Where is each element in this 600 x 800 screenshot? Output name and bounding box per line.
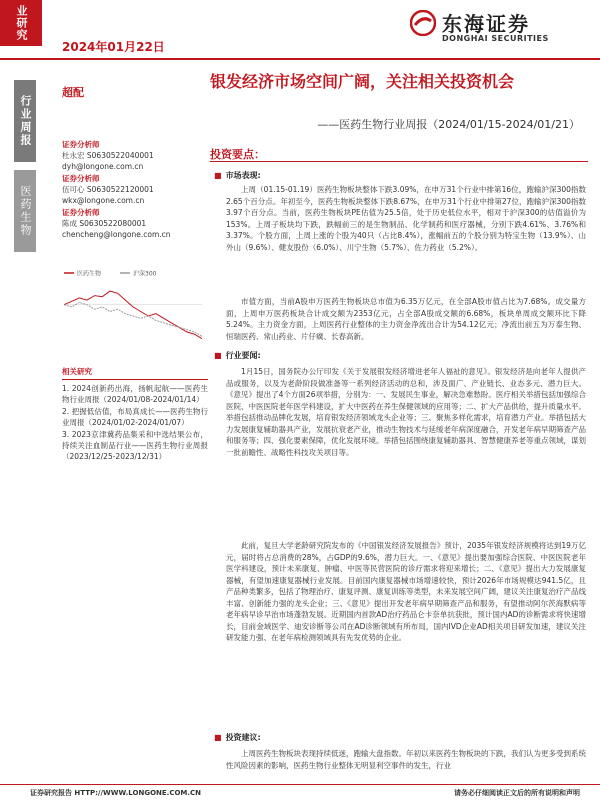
related-research (62, 366, 208, 463)
advice-paragraph-1: 上周医药生物板块表现持续低迷，跑输大盘指数。年初以来医药生物板块的下跌，我们认为更多受到系统性风险因素的影响，医药生物行业整体无明显利空事件的发生，行业 (226, 749, 586, 770)
legend-label: 医药生物 (77, 270, 102, 278)
related-research-item[interactable]: 1. 2024创新药出海，扬帆起航——医药生物行业周报（2024/01/08-2024/01/14） (62, 384, 208, 404)
industry-label: 医药生物 (14, 170, 36, 252)
section-heading-advice: ■ 投资建议: (214, 733, 261, 742)
related-research-heading: 相关研究 (62, 367, 92, 376)
logo-mark-icon (410, 10, 436, 36)
news-paragraph-2: 此前，复旦大学老龄研究院发布的《中国银发经济发展报告》预计，2035年银发经济规模将达到19万亿元，届时将占总消费的28%，占GDP的9.6%，潜力巨大。一、《意见》提出要加强综合医院、中医医院老年医学科建设，预计未来康复、肿瘤、中医等民营医院的诊疗需求将迎来增长；二、《意见》提出大力发展康复器械，有望加速康复器械行业发展。目前国内康复器械市场增速较快，预计2026年市场规模达941.5亿，且产品种类繁多，包括了物理治疗、康复评测、康复训练等类型，未来发展空间广阔，建议关注康复治疗产品线丰富、创新能力强的龙头企业；三、《意见》提出开发老年病早期筛查产品和服务，有望推动阿尔茨海默病等老年病早诊早治市场蓬勃发展。近期国内首款AD治疗药品仑卡奈单抗获批，预计国内AD的诊断需求将快速增长，目前金域医学、迪安诊断等公司在AD诊断领域有所布局，国内IVD企业AD相关项目研发加速，建议关注研发能力强、在老年病检测领域具有先发优势的企业。 (226, 541, 586, 642)
index-performance-chart (60, 268, 206, 356)
section-heading-news: ■ 行业要闻: (214, 351, 261, 360)
series-line (64, 302, 202, 336)
analyst-email[interactable]: dyh@longone.com.cn (62, 162, 144, 171)
bullet-icon: ■ (214, 171, 222, 180)
investment-rating: 超配 (62, 86, 84, 99)
report-date: 2024年01月22日 (62, 40, 165, 54)
bullet-icon: ■ (214, 733, 222, 742)
analyst-role: 证券分析师 (62, 174, 100, 183)
market-paragraph-1: 上周（01.15-01.19）医药生物板块整体下跌3.09%，在申万31个行业中排第16位，跑输沪深300指数2.65个百分点。年初至今，医药生物板块整体下跌8.67%，在申万31个行业中排第27位，跑输沪深300指数3.97个百分点。当前，医药生物板块PE估值为25.5倍，处于历史低位水平，相对于沪深300的估值溢价为153%。上周子板块均下跌，跌幅前三的是生物制品、化学制药和医疗器械，分别下跌4.61%、3.76%和3.37%。个股方面，上周上涨的个股为40只（占比8.4%），涨幅前五的个股分别为特宝生物（13.9%）、山外山（9.6%）、健友股份（6.0%）、川宁生物（5.7%）、佐力药业（5.2%）。 (226, 185, 586, 252)
market-paragraph-2: 市值方面，当前A股申万医药生物板块总市值为6.35万亿元，在全部A股市值占比为7.68%。成交量方面，上周申万医药板块合计成交额为2353亿元，占全部A股成交额的6.68%，板块单周成交额环比下降5.24%。主力资金方面，上周医药行业整体的主力资金净流出合计为54.12亿元；净流出前五为万泰生物、恒瑞医药、常山药业、片仔癀、长春高新。 (226, 297, 586, 341)
analyst-role: 证券分析师 (62, 208, 100, 217)
analyst-name: 杜永宏 S0630522040001 (62, 151, 154, 160)
header-divider (0, 58, 600, 60)
key-points-divider (210, 161, 588, 162)
series-line (64, 291, 202, 339)
analyst-role: 证券分析师 (62, 140, 100, 149)
logo-english-name: DONGHAI SECURITIES (442, 34, 549, 43)
legend-label: 沪深300 (133, 270, 157, 278)
related-research-item[interactable]: 3. 2023京津冀药品集采和中选结果公布，持续关注血制品行业——医药生物行业周报（2023/12/25-2023/12/31） (62, 430, 208, 461)
section-heading-market: ■ 市场表现: (214, 171, 261, 180)
footer-website[interactable]: 证券研究报告 HTTP://WWW.LONGONE.COM.CN (30, 789, 202, 797)
analyst-entry (62, 207, 202, 240)
news-paragraph-1: 1月15日，国务院办公厅印发《关于发展银发经济增进老年人福祉的意见》。银发经济是向老年人提供产品或服务，以及为老龄阶段做准备等一系列经济活动的总和，涉及面广、产业链长、业态多元、潜力巨大。《意见》提出了4个方面26项举措，分别为：一、发展民生事业，解决急难愁盼。医疗相关举措包括加强综合医院、中医医院老年医学科建设，扩大中医药在养生保健领域的应用等；二、扩大产品供给，提升质量水平。举措包括推动品牌化发展，培育银发经济领域龙头企业等；三、聚焦多样化需求，培育潜力产业。举措包括大力发展康复辅助器具产业，发展抗衰老产业，推动生物技术与延缓老年病深度融合，开发老年病早期筛查产品和服务等；四、强化要素保障，优化发展环境。举措包括围绕康复辅助器具、智慧健康养老等重点领域，谋划一批前瞻性、战略性科技攻关项目等。 (226, 367, 586, 457)
analyst-email[interactable]: chencheng@longone.com.cn (62, 230, 171, 239)
related-research-item[interactable]: 2. 把握低估值，布局真成长——医药生物行业周报（2024/01/02-2024/01/07） (62, 407, 208, 427)
company-logo (410, 8, 580, 50)
key-points-heading: 投资要点： (210, 148, 265, 161)
report-type-tag: 业研究 (0, 0, 42, 46)
analyst-name: 陈成 S0630522080001 (62, 219, 147, 228)
footer-disclaimer: 请务必仔细阅读正文后的所有说明和声明 (454, 789, 580, 797)
analyst-name: 伍可心 S0630522120001 (62, 185, 154, 194)
logo-chinese-name: 东海证券 (442, 12, 530, 36)
analyst-list (62, 138, 202, 240)
bullet-icon: ■ (214, 351, 222, 360)
report-title: 银发经济市场空间广阔，关注相关投资机会 (210, 72, 515, 91)
footer-divider (0, 784, 600, 785)
analyst-entry (62, 139, 202, 172)
analyst-entry (62, 173, 202, 206)
related-research-divider (62, 379, 208, 380)
analyst-email[interactable]: wkx@longone.com.cn (62, 196, 145, 205)
report-subtitle: ——医药生物行业周报（2024/01/15-2024/01/21） (317, 118, 580, 131)
report-category-label: 行业周报 (14, 80, 36, 162)
